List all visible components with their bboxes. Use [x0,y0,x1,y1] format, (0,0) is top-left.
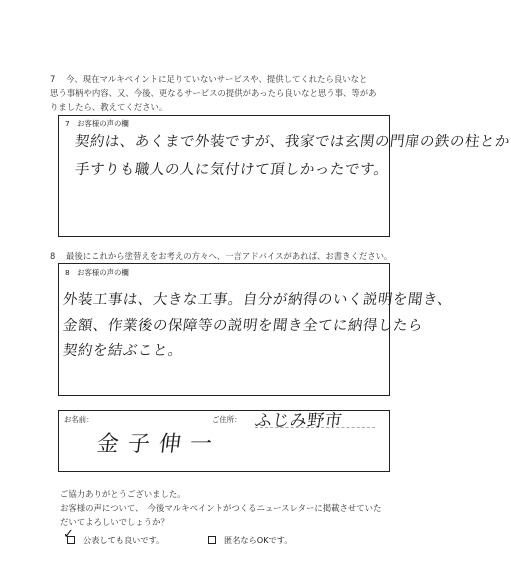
public-option-label: 公表しても良いです。 [83,535,165,545]
address-value: ふじみ野市 [253,411,344,431]
answer-7-line-1: 契約は、あくまで外装ですが、我家では玄関の門扉の鉄の柱とか [73,134,511,150]
answer-box-7-label: 7 お客様の声の欄 [65,119,129,128]
checkmark-icon: ✓ [63,527,74,542]
question-8-number: 8 [50,251,56,261]
name-box [58,410,390,472]
answer-box-7 [58,115,511,237]
question-7-line-2: 思う事柄や内容、又、今後、更なるサービスの提供があったら良いなと思う事、等があ [50,88,377,98]
name-label: お名前： [64,415,94,424]
question-7-number: 7 [50,74,56,84]
anonymous-checkbox[interactable] [208,536,216,544]
answer-8-line-1: 外装工事は、大きな工事。自分が納得のいく説明を聞き、 [61,292,454,308]
address-underline [255,427,375,428]
answer-box-8 [58,263,454,396]
publication-request-line-1: お客様の声について、 今後マルキペイントがつくるニュースレターに掲載させていた [60,503,382,513]
answer-8-line-2: 金額、作業後の保障等の説明を聞き全てに納得したら [61,318,424,334]
answer-7-line-2: 手すりも職人の人に気付けて頂しかったです。 [73,162,390,178]
question-8 [50,249,392,263]
address-label: ご住所： [212,415,242,424]
answer-box-8-label: 8 お客様の声の欄 [65,268,129,277]
thanks-message: ご協力ありがとうございました。 [60,489,186,499]
question-7 [50,72,377,114]
answer-8-line-3: 契約を結ぶこと。 [61,343,184,359]
name-value: 金子伸一 [95,432,223,457]
anonymous-option-label: 匿名ならOKです。 [224,535,293,545]
question-7-line-1: 今、現在マルキペイントに足りていないサービスや、提供してくれたら良いなと [66,74,368,84]
publication-request-line-2: だいてよろしいでしょうか？ [60,517,169,527]
question-7-line-3: りましたら、教えてください。 [50,102,168,112]
publication-request [60,501,381,529]
question-8-text: 最後にこれから塗替えをお考えの方々へ、一言アドバイスがあれば、お書きください。 [66,251,393,261]
